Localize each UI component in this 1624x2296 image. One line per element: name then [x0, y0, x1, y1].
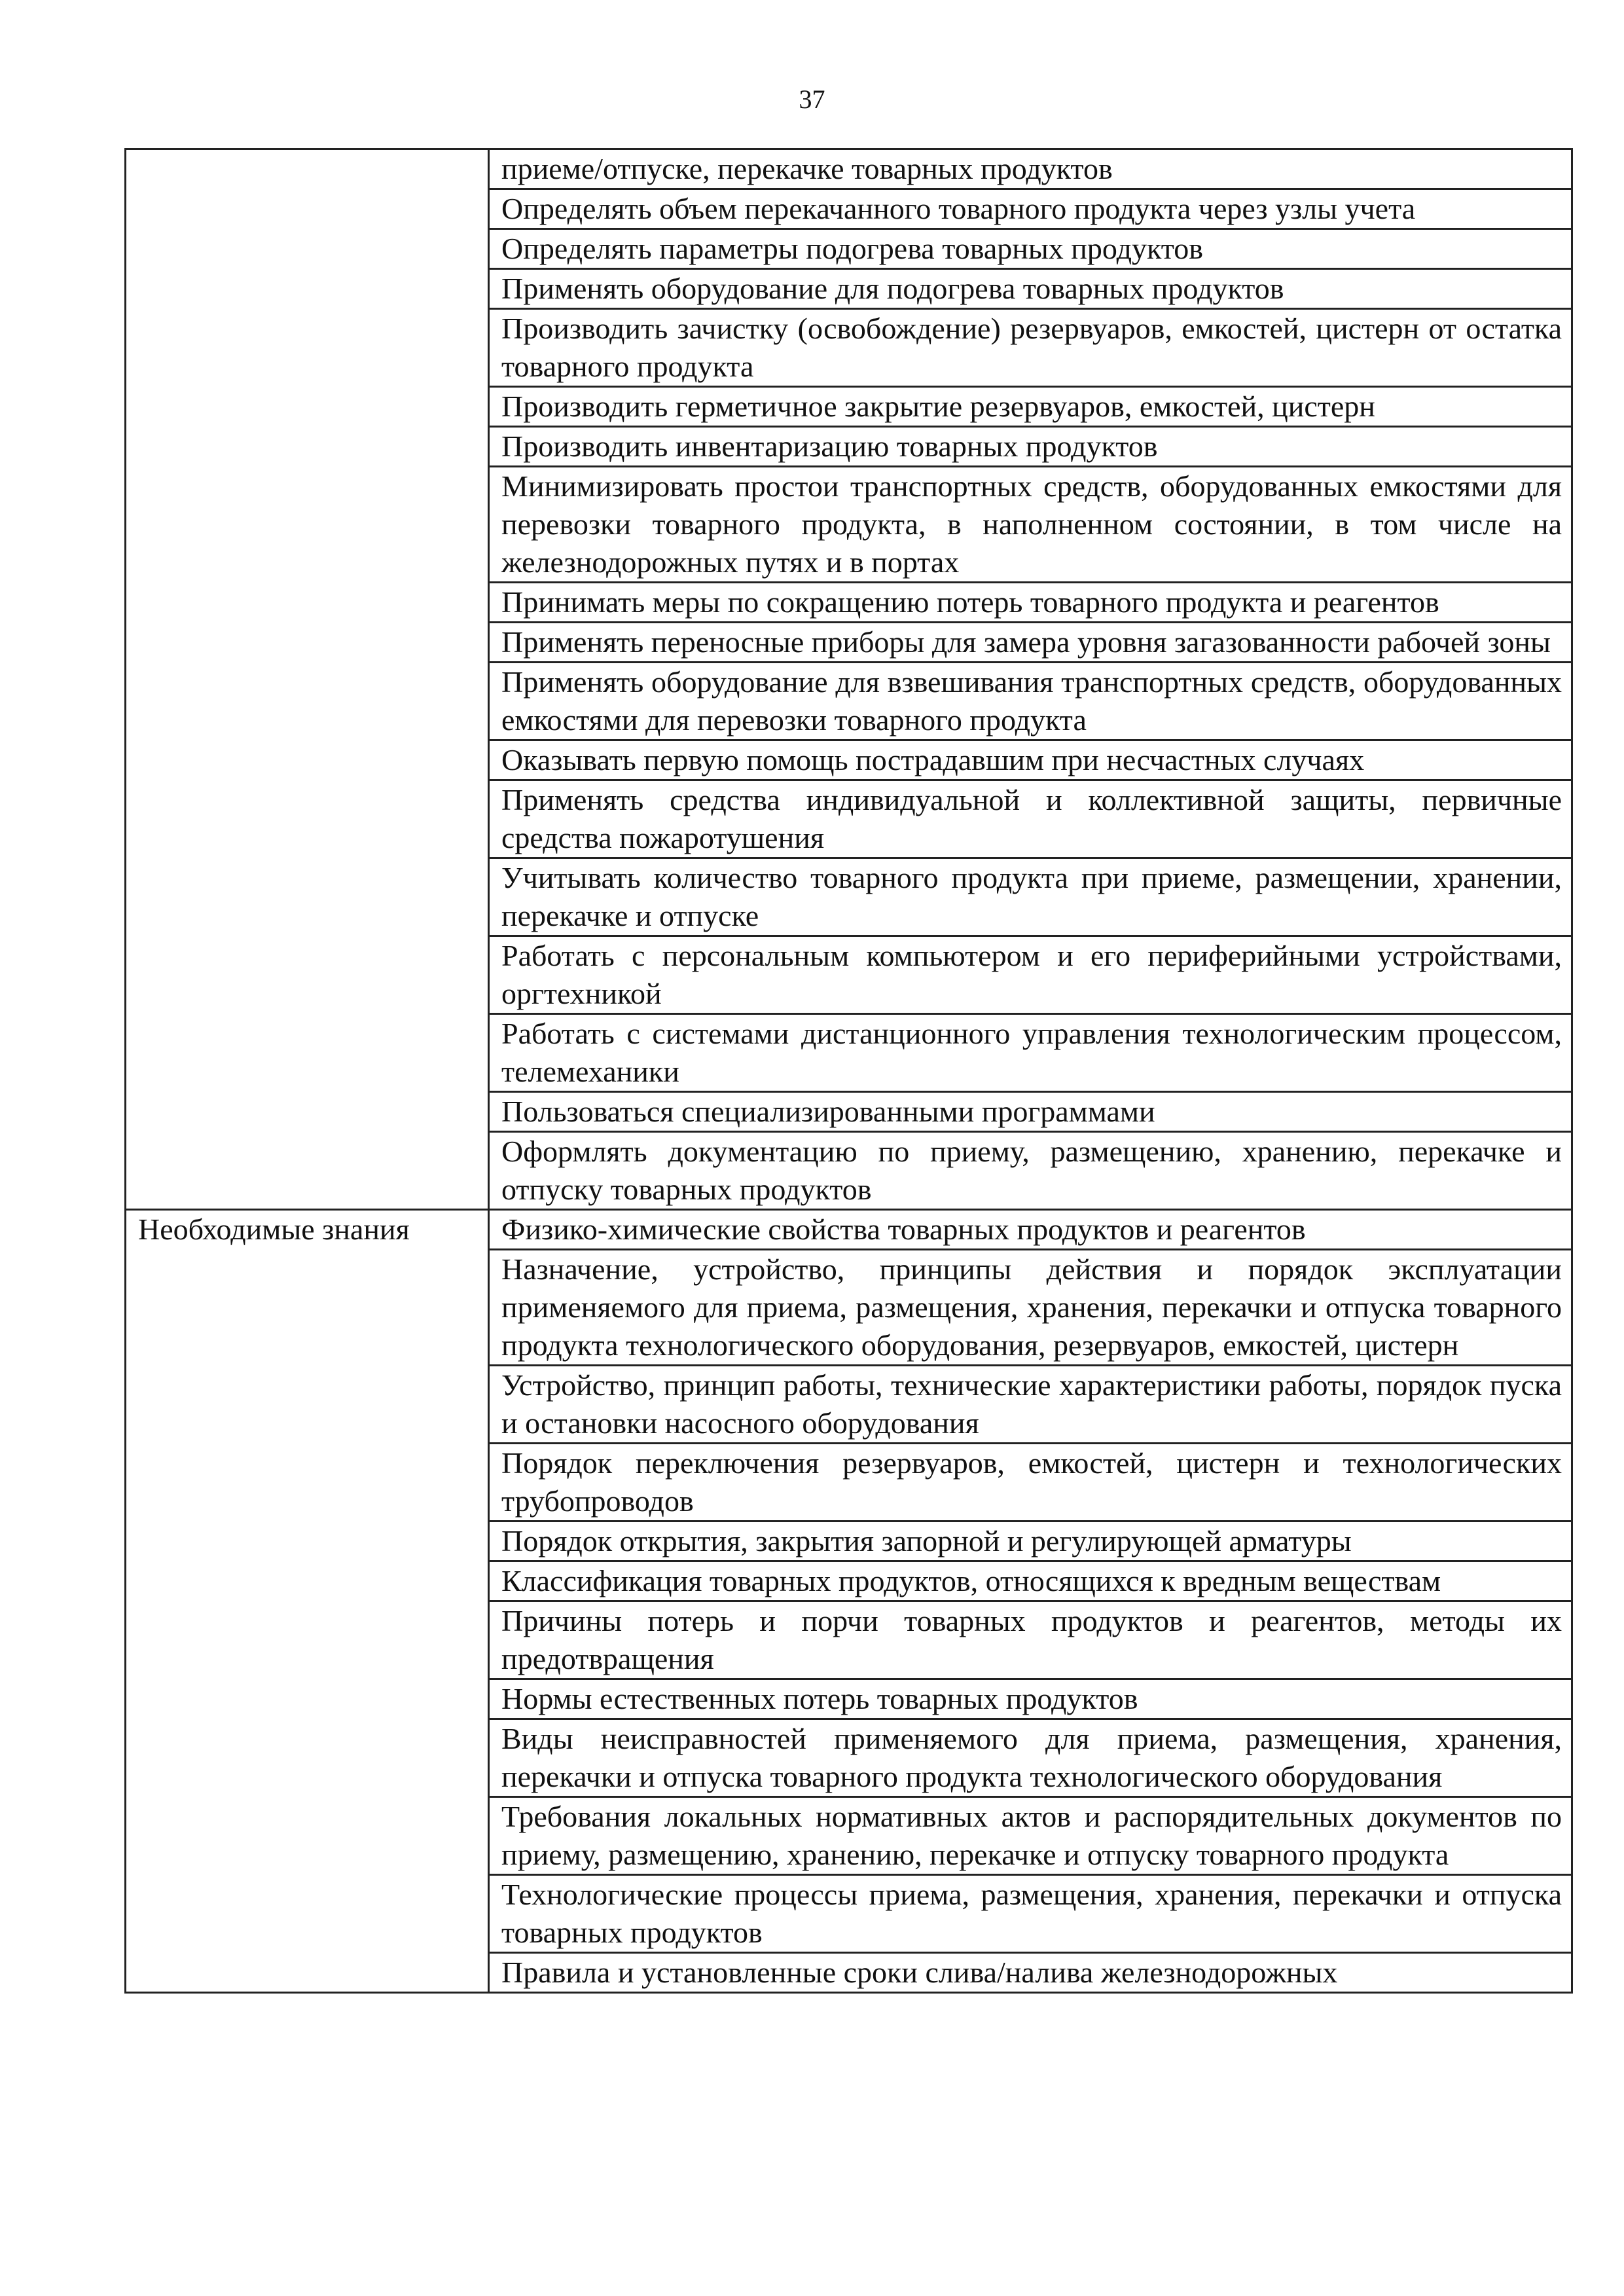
section-label-cell	[126, 1679, 489, 1719]
item-text: Требования локальных нормативных актов и распорядительных документов по приему, размещению, хранению, перекачке и отпуску товарного продукта	[501, 1800, 1562, 1871]
section-label-cell	[126, 858, 489, 936]
section-label-cell	[126, 1132, 489, 1210]
table-row	[126, 858, 1572, 936]
table-row	[126, 149, 1572, 189]
item-cell	[489, 740, 1572, 780]
table-row	[126, 1132, 1572, 1210]
item-text: Работать с персональным компьютером и его периферийными устройствами, оргтехникой	[501, 939, 1562, 1010]
table-row	[126, 780, 1572, 858]
item-cell	[489, 1366, 1572, 1444]
item-cell	[489, 1132, 1572, 1210]
section-label-cell	[126, 1366, 489, 1444]
item-cell	[489, 229, 1572, 269]
table-row	[126, 1679, 1572, 1719]
item-cell	[489, 1875, 1572, 1953]
table-row	[126, 1522, 1572, 1561]
item-text: Учитывать количество товарного продукта при приеме, размещении, хранении, перекачке и отпуске	[501, 861, 1562, 932]
section-label-cell	[126, 1014, 489, 1092]
item-cell	[489, 1092, 1572, 1132]
item-text: Физико-химические свойства товарных продуктов и реагентов	[501, 1212, 1306, 1246]
item-text: Применять средства индивидуальной и коллективной защиты, первичные средства пожаротушения	[501, 783, 1562, 854]
item-cell	[489, 269, 1572, 309]
section-label-cell	[126, 1953, 489, 1993]
table-row	[126, 387, 1572, 427]
item-text: Правила и установленные сроки слива/налива железнодорожных	[501, 1956, 1338, 1989]
item-text: Принимать меры по сокращению потерь товарного продукта и реагентов	[501, 585, 1439, 619]
skills-table	[124, 148, 1573, 1994]
skills-table-body	[126, 149, 1572, 1993]
item-text: Порядок открытия, закрытия запорной и регулирующей арматуры	[501, 1524, 1352, 1558]
item-text: Оказывать первую помощь пострадавшим при несчастных случаях	[501, 743, 1365, 776]
table-row	[126, 427, 1572, 467]
item-cell	[489, 780, 1572, 858]
item-cell	[489, 1679, 1572, 1719]
section-label-cell	[126, 1210, 489, 1250]
section-label-cell	[126, 936, 489, 1014]
item-cell	[489, 1601, 1572, 1679]
section-label-cell	[126, 1561, 489, 1601]
item-cell	[489, 149, 1572, 189]
item-text: Производить зачистку (освобождение) резервуаров, емкостей, цистерн от остатка товарного продукта	[501, 312, 1562, 383]
section-label-cell	[126, 1875, 489, 1953]
section-label-cell	[126, 467, 489, 583]
section-label-cell	[126, 1250, 489, 1366]
table-row	[126, 1092, 1572, 1132]
table-row	[126, 189, 1572, 229]
item-cell	[489, 1250, 1572, 1366]
table-row	[126, 1601, 1572, 1679]
table-row	[126, 1561, 1572, 1601]
item-cell	[489, 427, 1572, 467]
table-row	[126, 1797, 1572, 1875]
item-text: Назначение, устройство, принципы действия и порядок эксплуатации применяемого для приема, размещения, хранения, перекачки и отпуска товарного продукта технологического оборудования, резервуаров, емкостей, цистерн	[501, 1252, 1562, 1362]
section-label-cell	[126, 1522, 489, 1561]
section-label-cell	[126, 780, 489, 858]
item-text: Работать с системами дистанционного управления технологическим процессом, телемеханики	[501, 1017, 1562, 1088]
item-cell	[489, 1014, 1572, 1092]
item-cell	[489, 1797, 1572, 1875]
section-label-cell	[126, 1719, 489, 1797]
item-text: приеме/отпуске, перекачке товарных продуктов	[501, 152, 1113, 185]
section-label-cell	[126, 149, 489, 189]
item-cell	[489, 1210, 1572, 1250]
item-text: Оформлять документацию по приему, размещению, хранению, перекачке и отпуску товарных продуктов	[501, 1135, 1562, 1206]
item-cell	[489, 1444, 1572, 1522]
table-row	[126, 467, 1572, 583]
table-row	[126, 1953, 1572, 1993]
item-text: Применять оборудование для подогрева товарных продуктов	[501, 272, 1284, 305]
table-row	[126, 1719, 1572, 1797]
section-label-cell	[126, 663, 489, 740]
table-row	[126, 623, 1572, 663]
section-label-cell	[126, 309, 489, 387]
item-cell	[489, 1953, 1572, 1993]
section-label-cell	[126, 1797, 489, 1875]
section-label: Необходимые знания	[138, 1212, 410, 1246]
item-cell	[489, 309, 1572, 387]
item-cell	[489, 467, 1572, 583]
section-label-cell	[126, 387, 489, 427]
table-row	[126, 583, 1572, 623]
section-label-cell	[126, 740, 489, 780]
item-cell	[489, 936, 1572, 1014]
item-text: Производить инвентаризацию товарных продуктов	[501, 429, 1158, 463]
page-number: 37	[799, 84, 825, 114]
section-label-cell	[126, 229, 489, 269]
section-label-cell	[126, 189, 489, 229]
item-text: Виды неисправностей применяемого для приема, размещения, хранения, перекачки и отпуска товарного продукта технологического оборудования	[501, 1722, 1562, 1793]
item-text: Порядок переключения резервуаров, емкостей, цистерн и технологических трубопроводов	[501, 1446, 1562, 1518]
table-row	[126, 1875, 1572, 1953]
section-label-cell	[126, 1444, 489, 1522]
section-label-cell	[126, 583, 489, 623]
item-cell	[489, 623, 1572, 663]
section-label-cell	[126, 623, 489, 663]
section-label-cell	[126, 269, 489, 309]
item-text: Пользоваться специализированными программами	[501, 1095, 1155, 1128]
item-text: Устройство, принцип работы, технические характеристики работы, порядок пуска и остановки насосного оборудования	[501, 1368, 1562, 1440]
table-row	[126, 663, 1572, 740]
table-row	[126, 269, 1572, 309]
table-row	[126, 1210, 1572, 1250]
table-row	[126, 1366, 1572, 1444]
item-text: Причины потерь и порчи товарных продуктов и реагентов, методы их предотвращения	[501, 1604, 1562, 1675]
item-text: Минимизировать простои транспортных средств, оборудованных емкостями для перевозки товарного продукта, в наполненном состоянии, в том числе на железнодорожных путях и в портах	[501, 469, 1562, 579]
item-text: Применять оборудование для взвешивания транспортных средств, оборудованных емкостями для перевозки товарного продукта	[501, 665, 1562, 737]
item-text: Технологические процессы приема, размещения, хранения, перекачки и отпуска товарных продуктов	[501, 1878, 1562, 1949]
item-cell	[489, 858, 1572, 936]
table-row	[126, 740, 1572, 780]
item-cell	[489, 583, 1572, 623]
item-text: Классификация товарных продуктов, относящихся к вредным веществам	[501, 1564, 1441, 1597]
item-cell	[489, 387, 1572, 427]
item-text: Применять переносные приборы для замера уровня загазованности рабочей зоны	[501, 625, 1551, 659]
section-label-cell	[126, 427, 489, 467]
table-row	[126, 309, 1572, 387]
table-row	[126, 936, 1572, 1014]
table-row	[126, 1444, 1572, 1522]
item-cell	[489, 663, 1572, 740]
table-row	[126, 1250, 1572, 1366]
item-text: Нормы естественных потерь товарных продуктов	[501, 1682, 1138, 1715]
item-text: Производить герметичное закрытие резервуаров, емкостей, цистерн	[501, 390, 1375, 423]
item-cell	[489, 1522, 1572, 1561]
section-label-cell	[126, 1601, 489, 1679]
item-cell	[489, 1561, 1572, 1601]
section-label-cell	[126, 1092, 489, 1132]
item-cell	[489, 1719, 1572, 1797]
table-row	[126, 1014, 1572, 1092]
item-text: Определять параметры подогрева товарных продуктов	[501, 232, 1203, 265]
item-text: Определять объем перекачанного товарного продукта через узлы учета	[501, 192, 1416, 225]
table-row	[126, 229, 1572, 269]
item-cell	[489, 189, 1572, 229]
